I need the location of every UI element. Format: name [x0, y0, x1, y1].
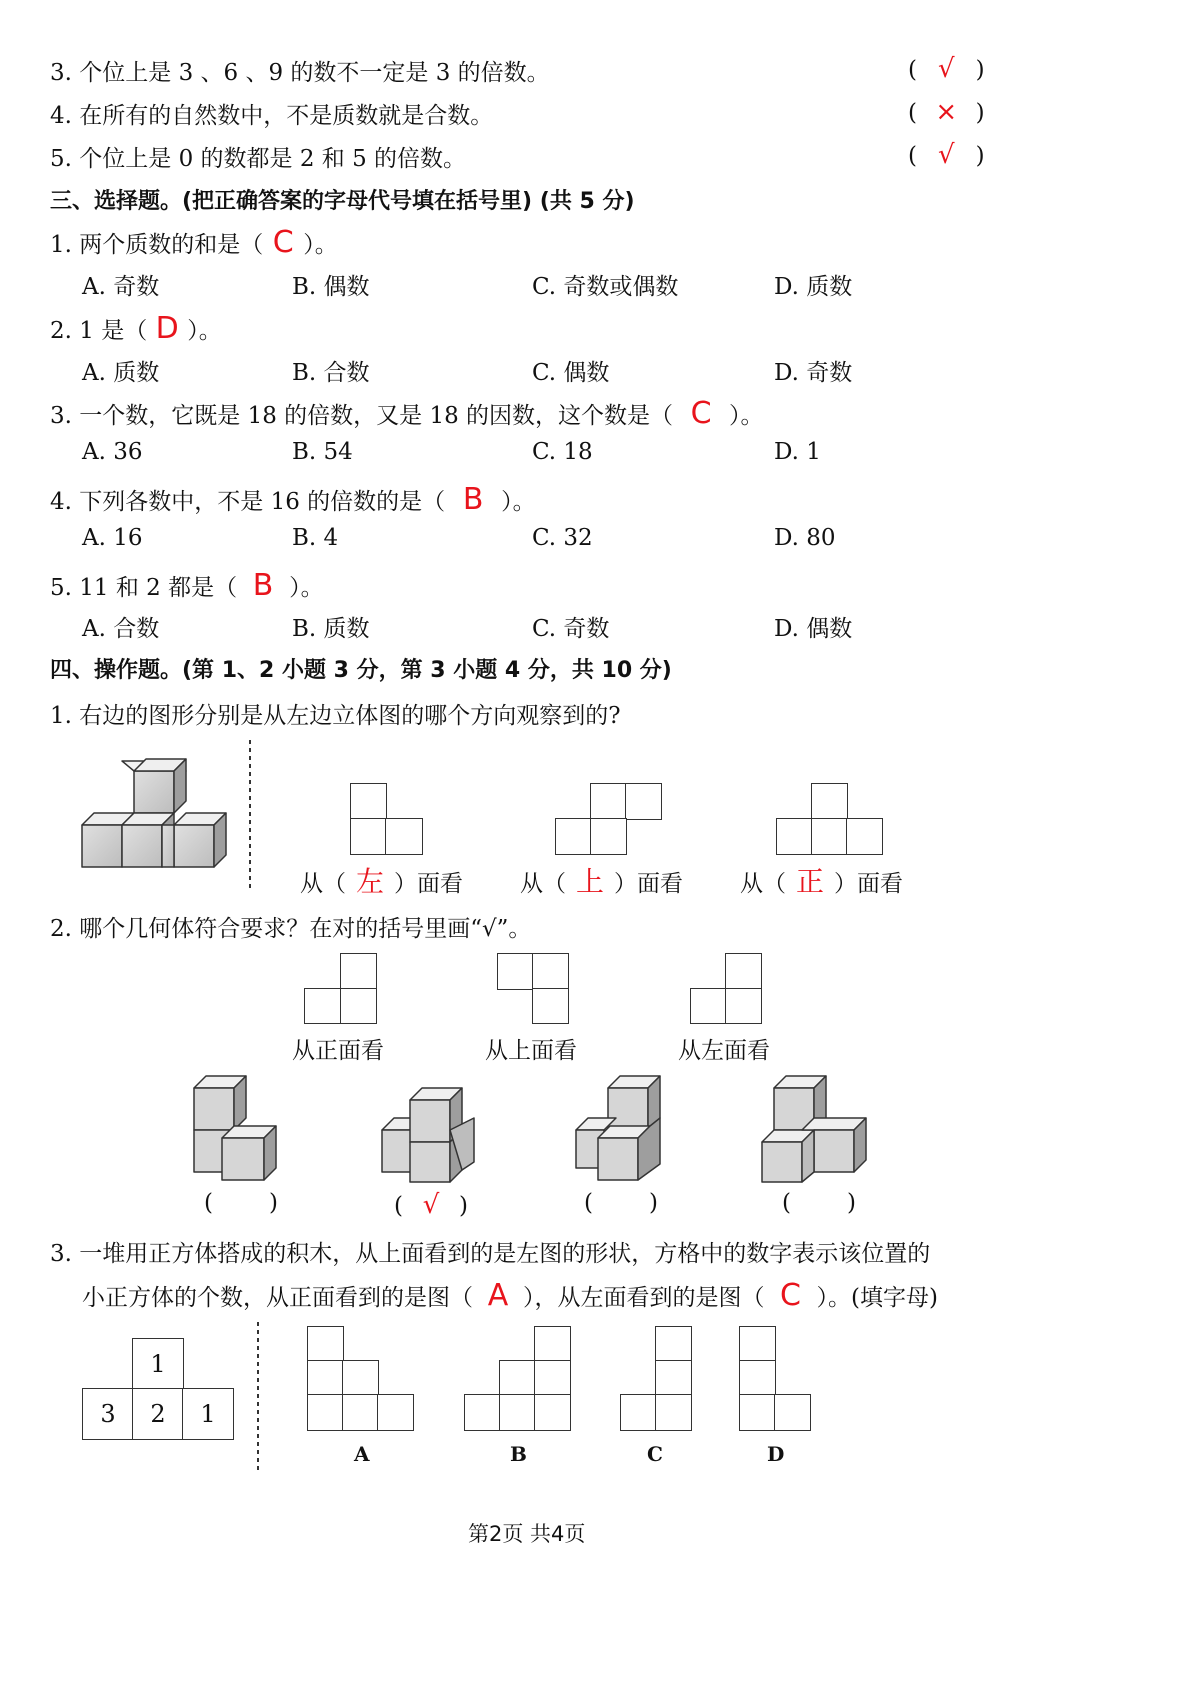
q3-label-c: C — [647, 1442, 663, 1466]
q2-choice-2-mark: √ — [422, 1190, 440, 1220]
choice-2-option-a: A. 质数 — [82, 360, 160, 386]
q3-grid-top: 1 — [150, 1350, 166, 1378]
q2-text: 2. 哪个几何体符合要求？在对的括号里画“√”。 — [50, 916, 532, 942]
choice-3-option-a: A. 36 — [82, 439, 143, 465]
q1-view-3-answer: 正 — [795, 865, 824, 898]
q1-view-1-answer: 左 — [355, 865, 384, 898]
choice-2-answer: D — [155, 311, 179, 346]
choice-5-option-d: D. 偶数 — [774, 616, 853, 642]
q1-3d-figure — [78, 755, 238, 875]
op-section-title: 四、操作题。(第 1、2 小题 3 分，第 3 小题 4 分，共 10 分) — [50, 658, 672, 683]
q1-view-2-caption: 从（ 上 ）面看 — [520, 860, 683, 900]
q2-choice-2-paren: ( √ ) — [394, 1190, 468, 1220]
choice-section-title: 三、选择题。(把正确答案的字母代号填在括号里) (共 5 分) — [50, 189, 635, 214]
judge-item-4: 4. 在所有的自然数中，不是质数就是合数。 — [50, 103, 494, 129]
choice-1-option-a: A. 奇数 — [82, 274, 160, 300]
q3-grid-left: 3 — [100, 1400, 116, 1428]
choice-4-option-c: C. 32 — [532, 525, 593, 551]
choice-3-option-b: B. 54 — [292, 439, 353, 465]
judge-mark-3: √ — [938, 54, 955, 84]
choice-3-option-d: D. 1 — [774, 439, 821, 465]
choice-2-option-b: B. 合数 — [292, 360, 370, 386]
q2-choice-3-paren: ( ) — [584, 1190, 658, 1216]
q1-text: 1. 右边的图形分别是从左边立体图的哪个方向观察到的? — [50, 703, 621, 729]
choice-5-option-b: B. 质数 — [292, 616, 370, 642]
choice-1-option-d: D. 质数 — [774, 274, 853, 300]
q2-top-view-label: 从上面看 — [485, 1038, 577, 1064]
page-footer: 第2页 共4页 — [468, 1522, 586, 1546]
judge-paren-4: ( × ) — [908, 97, 985, 127]
q3-label-d: D — [767, 1442, 785, 1466]
choice-4-answer: B — [462, 482, 484, 517]
choice-5-option-c: C. 奇数 — [532, 616, 610, 642]
choice-3-option-c: C. 18 — [532, 439, 593, 465]
q1-divider — [248, 740, 252, 890]
q2-left-view-label: 从左面看 — [678, 1038, 770, 1064]
q3-line-1: 3. 一堆用正方体搭成的积木，从上面看到的是左图的形状，方格中的数字表示该位置的 — [50, 1241, 931, 1267]
choice-2-stem: 2. 1 是（ D ）。 — [50, 311, 222, 346]
q3-label-a: A — [354, 1442, 370, 1466]
choice-3-answer: C — [690, 396, 712, 431]
choice-1-answer: C — [272, 225, 294, 260]
q3-grid-mid: 2 — [150, 1400, 166, 1428]
choice-4-option-d: D. 80 — [774, 525, 836, 551]
choice-5-stem: 5. 11 和 2 都是（ B ）。 — [50, 568, 324, 603]
judge-mark-5: √ — [938, 140, 955, 170]
judge-mark-4: × — [935, 97, 958, 127]
choice-2-option-c: C. 偶数 — [532, 360, 610, 386]
judge-item-5: 5. 个位上是 0 的数都是 2 和 5 的倍数。 — [50, 146, 467, 172]
judge-item-3: 3. 个位上是 3 、6 、9 的数不一定是 3 的倍数。 — [50, 60, 550, 86]
q2-front-view-label: 从正面看 — [292, 1038, 384, 1064]
judge-paren-5: ( √ ) — [908, 140, 985, 170]
q3-line-2: 小正方体的个数，从正面看到的是图（ A ），从左面看到的是图（ C ）。(填字母) — [82, 1278, 938, 1313]
q2-choice-1-paren: ( ) — [204, 1190, 278, 1216]
q2-solid-2 — [378, 1070, 488, 1190]
choice-5-option-a: A. 合数 — [82, 616, 160, 642]
q1-view-2-answer: 上 — [575, 865, 604, 898]
choice-4-option-a: A. 16 — [82, 525, 143, 551]
q3-answer-front: A — [487, 1278, 509, 1313]
q1-view-1-caption: 从（ 左 ）面看 — [300, 860, 463, 900]
choice-2-option-d: D. 奇数 — [774, 360, 853, 386]
q3-label-b: B — [510, 1442, 527, 1466]
q2-choice-4-paren: ( ) — [782, 1190, 856, 1216]
choice-1-stem: 1. 两个质数的和是（ C ）。 — [50, 225, 338, 260]
choice-1-option-c: C. 奇数或偶数 — [532, 274, 679, 300]
q3-divider — [256, 1322, 260, 1472]
q2-solid-3 — [568, 1070, 678, 1190]
choice-1-option-b: B. 偶数 — [292, 274, 370, 300]
choice-4-option-b: B. 4 — [292, 525, 339, 551]
q1-view-3-caption: 从（ 正 ）面看 — [740, 860, 903, 900]
choice-5-answer: B — [252, 568, 274, 603]
q3-grid-right: 1 — [200, 1400, 216, 1428]
choice-4-stem: 4. 下列各数中，不是 16 的倍数的是（ B ）。 — [50, 482, 536, 517]
q2-solid-1 — [186, 1070, 296, 1190]
q2-solid-4 — [758, 1070, 878, 1190]
q3-answer-left: C — [780, 1278, 801, 1313]
choice-3-stem: 3. 一个数，它既是 18 的倍数，又是 18 的因数，这个数是（ C ）。 — [50, 396, 764, 431]
judge-paren-3: ( √ ) — [908, 54, 985, 84]
